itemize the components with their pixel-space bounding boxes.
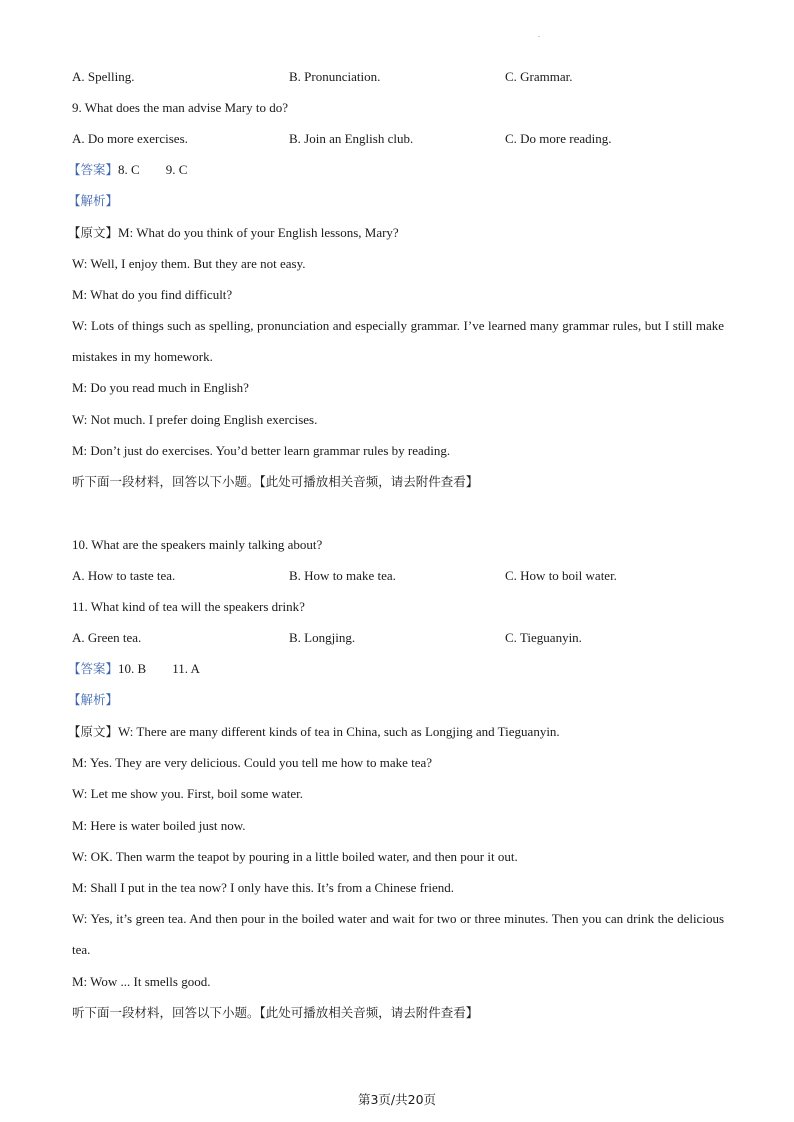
transcript-2-line-6: M: Shall I put in the tea now? I only have this. It’s from a Chinese friend. [72,880,454,895]
answer-block-1 [68,161,187,179]
analysis-label-2: 【解析】 [68,692,119,707]
transcript-2-line-8: M: Wow ... It smells good. [72,974,211,989]
q9-option-a: A. Do more exercises. [72,131,188,146]
q10-option-b: B. How to make tea. [289,568,396,583]
answer-label: 【答案】 [68,162,119,177]
page-number: 第3页/共20页 [357,1092,437,1107]
q10-option-c: C. How to boil water. [505,568,617,583]
transcript-2-line-3: W: Let me show you. First, boil some water. [72,786,303,801]
transcript-1-line-3: M: What do you find difficult? [72,287,233,302]
q9-option-c: C. Do more reading. [505,131,612,146]
q10-question: 10. What are the speakers mainly talking about? [72,537,323,552]
answer-11: 11. A [172,661,200,676]
transcript-2-line-7: W: Yes, it’s green tea. And then pour in the boiled water and wait for two or three minutes. Then you can drink the delicious tea. [72,911,724,957]
q8-option-c: C. Grammar. [505,69,573,84]
answer-9: 9. C [165,162,188,177]
transcript-1-line-5: M: Do you read much in English? [72,380,249,395]
analysis-label-1: 【解析】 [68,193,119,208]
transcript-1-line-7: M: Don’t just do exercises. You’d better learn grammar rules by reading. [72,443,451,458]
transcript-1-line-6: W: Not much. I prefer doing English exercises. [72,412,318,427]
transcript-2-line-2: M: Yes. They are very delicious. Could you tell me how to make tea? [72,755,433,770]
transcript-2-line-5: W: OK. Then warm the teapot by pouring in a little boiled water, and then pour it out. [72,849,518,864]
transcript-text: W: There are many different kinds of tea in China, such as Longjing and Tieguanyin. [118,724,560,739]
answer-label: 【答案】 [68,661,119,676]
q8-option-a: A. Spelling. [72,69,135,84]
transcript-1-line-2: W: Well, I enjoy them. But they are not easy. [72,256,306,271]
q11-option-c: C. Tieguanyin. [505,630,582,645]
listening-instruction-1: 听下面一段材料，回答以下小题。【此处可播放相关音频，请去附件查看】 [72,474,479,489]
q9-option-b: B. Join an English club. [289,131,414,146]
transcript-1-line-4: W: Lots of things such as spelling, pronunciation and especially grammar. I’ve learned many grammar rules, but I still make mistakes in my homework. [72,318,724,364]
q9-question: 9. What does the man advise Mary to do? [72,100,289,115]
q11-option-a: A. Green tea. [72,630,142,645]
transcript-1-line-1 [68,224,399,242]
header-mark: . [538,30,540,39]
q11-question: 11. What kind of tea will the speakers drink? [72,599,305,614]
answer-block-2 [68,660,200,678]
transcript-2-line-4: M: Here is water boiled just now. [72,818,246,833]
transcript-label: 【原文】 [68,724,119,739]
transcript-text: M: What do you think of your English lessons, Mary? [118,225,399,240]
answer-10: 10. B [118,661,147,676]
transcript-2-line-1 [68,723,560,741]
q10-option-a: A. How to taste tea. [72,568,176,583]
q8-option-b: B. Pronunciation. [289,69,381,84]
answer-8: 8. C [118,162,140,177]
q11-option-b: B. Longjing. [289,630,356,645]
transcript-label: 【原文】 [68,225,119,240]
listening-instruction-2: 听下面一段材料，回答以下小题。【此处可播放相关音频，请去附件查看】 [72,1005,479,1020]
